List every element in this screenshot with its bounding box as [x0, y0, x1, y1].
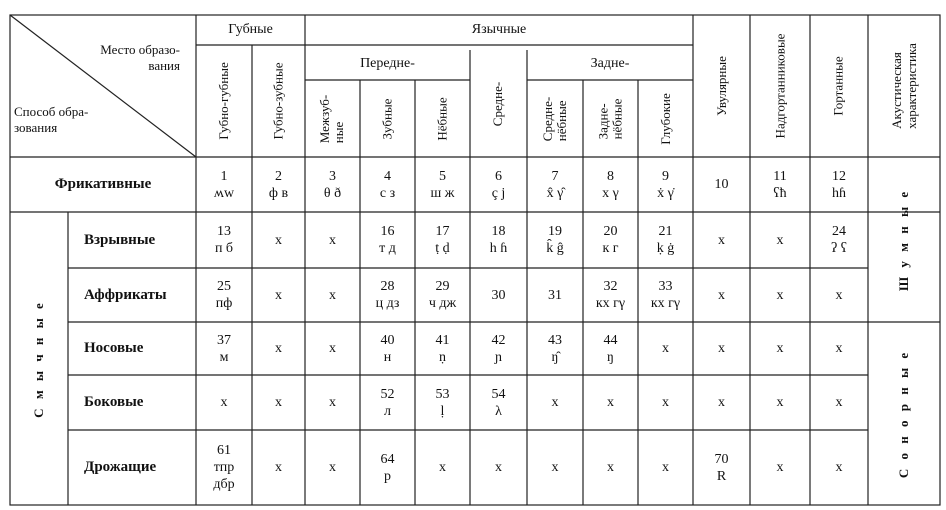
- cell-lat-3: x: [329, 395, 336, 410]
- col-label-uvular: Увулярные: [713, 56, 729, 116]
- col-label-epiglottal: Надгортанниковые: [772, 33, 788, 139]
- col-label-bilabial: Губно-губные: [216, 62, 231, 140]
- cell-nasal-9: x: [662, 341, 669, 356]
- col-label-mid-palatal: Средне- нёбные: [539, 96, 569, 141]
- cell-affr-12: x: [835, 287, 843, 303]
- row-label-trill: Дрожащие: [84, 459, 157, 475]
- cell-nasal-3: x: [329, 341, 336, 356]
- cell-trill-9: x: [662, 460, 669, 475]
- row-label-fricative: Фрикативные: [54, 176, 152, 192]
- cell-stop-4: 16 т д: [379, 224, 396, 256]
- col-label-deep: Глубокие: [657, 92, 673, 145]
- cell-stop-11: x: [776, 232, 784, 248]
- cell-lat-9: x: [662, 395, 669, 410]
- cell-affr-6: 30: [491, 287, 506, 303]
- cell-nasal-5: 41 ṇ: [435, 332, 450, 365]
- col-label-palatal: Нёбные: [434, 96, 450, 141]
- cell-fric-4: 4 с з: [379, 168, 396, 201]
- cell-nasal-4: 40 н: [380, 332, 395, 365]
- row-label-lateral: Боковые: [84, 394, 144, 410]
- cell-trill-5: x: [439, 460, 446, 475]
- cell-fric-5: 5 ш ж: [430, 168, 455, 201]
- cell-trill-1: 61 тпр дбр: [213, 443, 235, 492]
- cell-fric-12: 12 hɦ: [832, 168, 846, 201]
- cell-nasal-11: x: [776, 341, 784, 356]
- acoustic-sonorant: С о н о р н ы е: [896, 349, 911, 478]
- cell-lat-11: x: [776, 395, 784, 410]
- row-label-plosive: Взрывные: [84, 231, 156, 248]
- cell-nasal-12: x: [835, 341, 843, 356]
- cell-fric-11: 11 ʕħ: [773, 168, 787, 201]
- cell-lat-4: 52 л: [380, 386, 395, 419]
- header-place-label: Место образо- вания: [100, 42, 180, 73]
- cell-fric-2: 2 ф в: [268, 168, 289, 201]
- cell-stop-2: x: [275, 232, 282, 248]
- cell-nasal-2: x: [275, 341, 282, 356]
- cell-fric-3: 3 θ ð: [323, 168, 342, 201]
- cell-affr-3: x: [329, 287, 336, 303]
- cell-stop-1: 13 п б: [214, 224, 234, 256]
- cell-lat-5: 53 ḷ: [435, 386, 450, 419]
- cell-trill-10: 70 R: [714, 451, 729, 484]
- cell-affr-11: x: [776, 287, 784, 303]
- col-label-dental: Зубные: [379, 98, 395, 139]
- cell-stop-6: 18 h ɦ: [489, 224, 508, 256]
- cell-stop-9: 21 ḳ ġ: [656, 224, 675, 256]
- header-front: Передне-: [360, 56, 415, 71]
- cell-trill-6: x: [495, 460, 502, 475]
- cell-lat-2: x: [275, 395, 282, 410]
- group-label-stops: С м ы ч н ы е: [31, 299, 47, 418]
- cell-fric-8: 8 x γ: [602, 168, 619, 201]
- header-labial: Губные: [228, 22, 273, 37]
- cell-fric-10: 10: [714, 177, 729, 192]
- cell-fric-6: 6 ç j: [491, 168, 506, 201]
- acoustic-noisy: Ш у м н ы е: [896, 188, 912, 291]
- cell-nasal-8: 44 ŋ: [603, 332, 618, 365]
- cell-affr-8: 32 кх гγ: [595, 279, 626, 311]
- header-lingual: Язычные: [471, 22, 527, 37]
- cell-lat-7: x: [551, 395, 559, 410]
- cell-lat-8: x: [607, 395, 614, 410]
- cell-trill-3: x: [329, 460, 336, 475]
- cell-trill-2: x: [275, 460, 282, 475]
- col-label-acoustic: Акустическая характеристика: [889, 43, 919, 129]
- cell-stop-8: 20 к г: [602, 224, 619, 256]
- cell-affr-2: x: [275, 287, 282, 303]
- cell-nasal-10: x: [718, 341, 725, 356]
- col-label-labiodental: Губно-зубные: [270, 62, 286, 140]
- cell-lat-12: x: [835, 395, 843, 410]
- cell-trill-12: x: [835, 460, 843, 475]
- cell-stop-3: x: [329, 232, 336, 248]
- row-label-affricate: Аффрикаты: [84, 286, 167, 303]
- cell-affr-4: 28 ц дз: [375, 279, 400, 311]
- cell-affr-10: x: [718, 287, 725, 303]
- cell-trill-4: 64 р: [380, 451, 395, 484]
- cell-lat-10: x: [718, 395, 725, 410]
- cell-affr-9: 33 кх гγ: [650, 279, 681, 311]
- col-label-back-palatal: Задне- нёбные: [595, 98, 625, 139]
- col-label-middle: Средне-: [490, 81, 506, 126]
- cell-affr-5: 29 ч дж: [428, 279, 457, 311]
- cell-trill-7: x: [551, 460, 559, 475]
- cell-stop-12: 24 ʔ ʕ: [831, 224, 847, 256]
- col-label-interdental: Межзуб- ные: [317, 94, 347, 143]
- row-label-nasal: Носовые: [84, 340, 144, 356]
- cell-nasal-1: 37 м: [217, 332, 231, 365]
- cell-fric-9: 9 ẋ γ̇: [657, 168, 674, 201]
- cell-fric-1: 1 ʍw: [213, 168, 235, 201]
- header-back: Задне-: [590, 56, 630, 71]
- cell-nasal-6: 42 ɲ: [491, 332, 506, 365]
- cell-stop-5: 17 ṭ ḍ: [435, 224, 450, 256]
- cell-nasal-7: 43 ŋ̂: [548, 332, 562, 365]
- cell-trill-11: x: [776, 460, 784, 475]
- cell-fric-7: 7 x̂ γ̂: [546, 168, 564, 201]
- cell-stop-10: x: [718, 232, 725, 248]
- cell-lat-6: 54 λ: [491, 386, 506, 419]
- cell-lat-1: x: [220, 395, 228, 410]
- cell-affr-7: 31: [548, 287, 562, 303]
- col-label-glottal: Гортанные: [831, 56, 847, 116]
- header-manner-label: Способ обра- зования: [14, 104, 89, 135]
- cell-affr-1: 25 пф: [215, 279, 233, 311]
- cell-trill-8: x: [607, 460, 614, 475]
- cell-stop-7: 19 k̂ ĝ: [546, 224, 564, 256]
